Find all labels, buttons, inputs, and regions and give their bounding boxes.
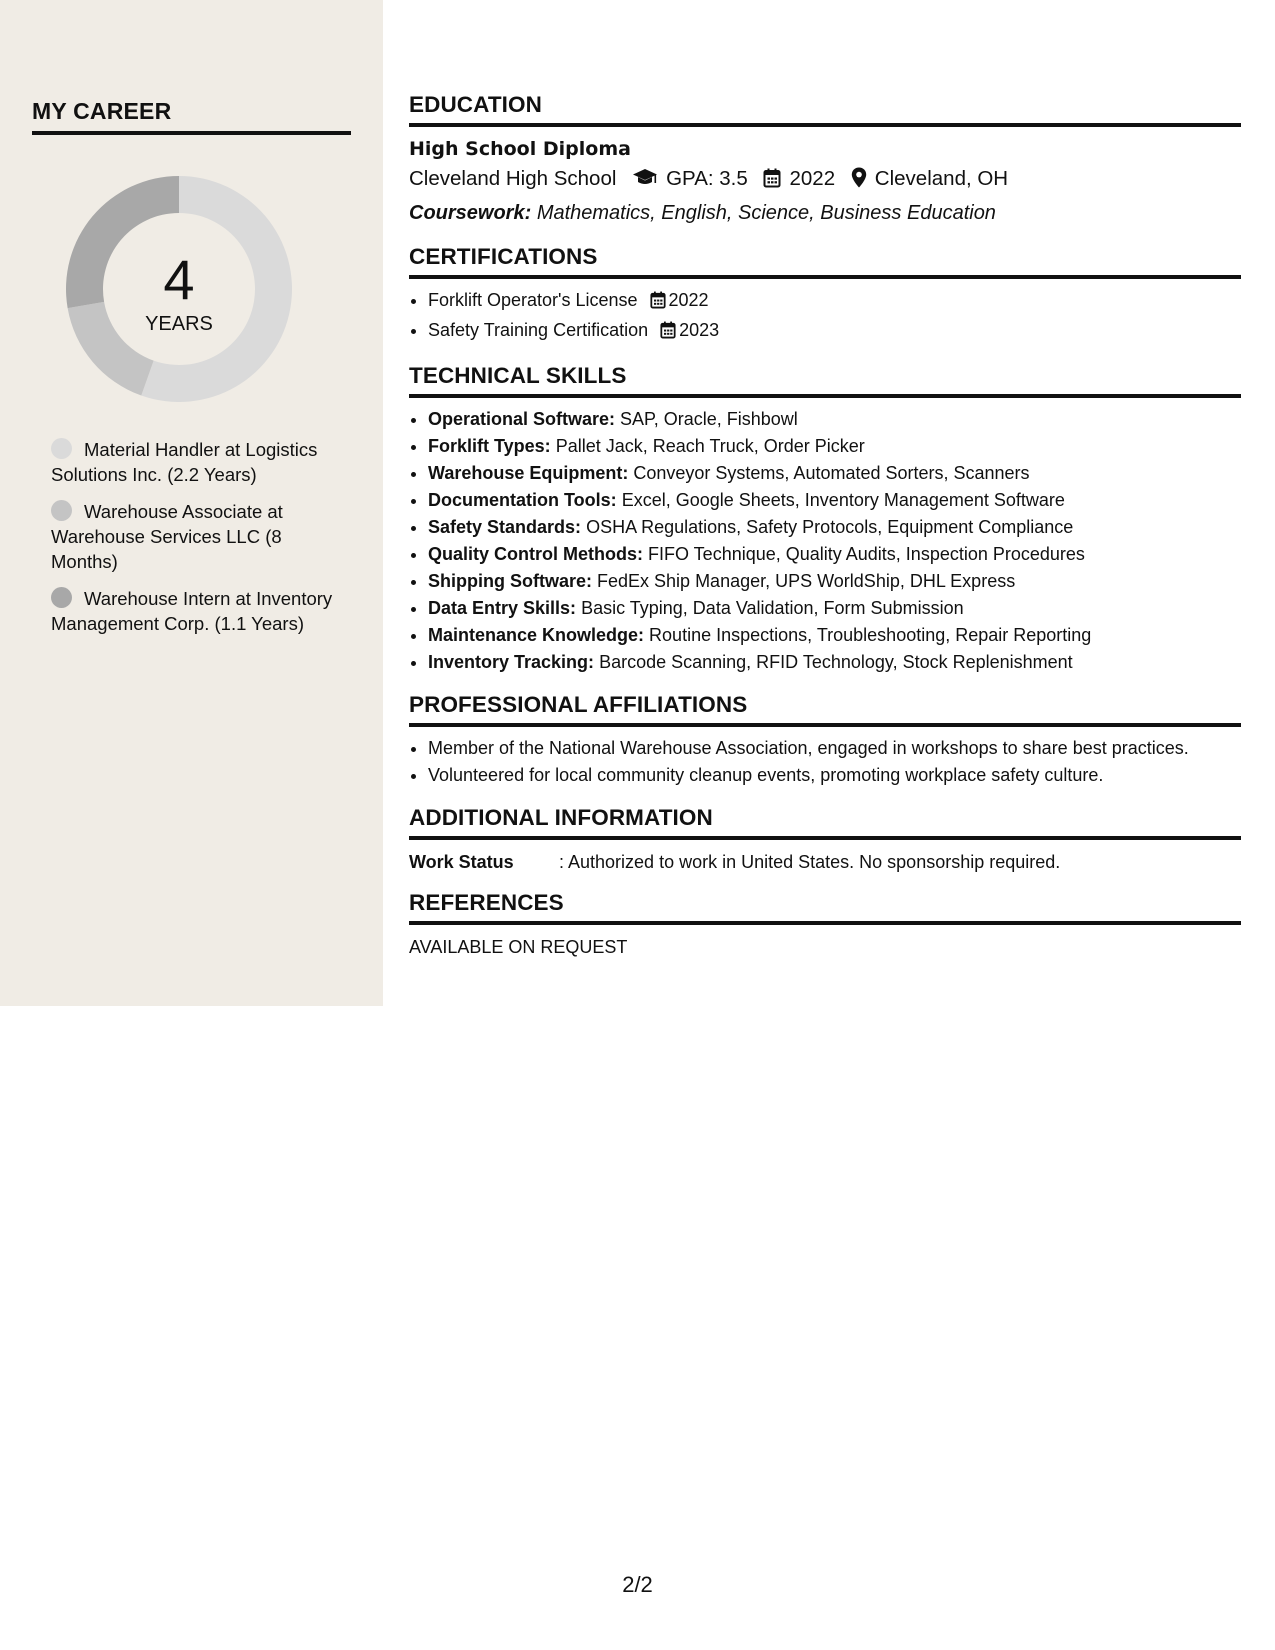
certification-year: 2022 bbox=[668, 290, 709, 310]
graduation-cap-icon bbox=[632, 166, 658, 198]
references-text: AVAILABLE ON REQUEST bbox=[409, 937, 628, 957]
calendar-icon bbox=[650, 290, 666, 317]
skill-item bbox=[428, 433, 1241, 460]
skill-label: Quality Control Methods: bbox=[428, 544, 643, 564]
skill-value: Barcode Scanning, RFID Technology, Stock Replenishment bbox=[599, 652, 1073, 672]
skill-label: Documentation Tools: bbox=[428, 490, 617, 510]
career-sidebar bbox=[0, 0, 383, 1006]
skill-value: OSHA Regulations, Safety Protocols, Equipment Compliance bbox=[586, 517, 1074, 537]
career-legend bbox=[51, 437, 341, 648]
page-number: 2/2 bbox=[622, 1572, 653, 1597]
skill-item bbox=[428, 460, 1241, 487]
additional-section bbox=[409, 805, 1241, 874]
calendar-icon bbox=[763, 166, 781, 198]
skill-label: Shipping Software: bbox=[428, 571, 592, 591]
work-status-row bbox=[409, 850, 1241, 874]
skills-title: TECHNICAL SKILLS bbox=[409, 363, 1241, 398]
legend-item bbox=[51, 586, 341, 636]
career-title: MY CAREER bbox=[32, 98, 351, 135]
skill-item bbox=[428, 514, 1241, 541]
legend-dot-icon bbox=[51, 587, 72, 608]
work-status-label: Work Status bbox=[409, 852, 514, 872]
skill-label: Maintenance Knowledge: bbox=[428, 625, 645, 645]
calendar-icon bbox=[660, 320, 676, 347]
coursework bbox=[409, 198, 1241, 228]
legend-text: Warehouse Intern at Inventory Management Corp. (1.1 Years) bbox=[51, 588, 333, 634]
legend-item bbox=[51, 499, 341, 574]
legend-text: Warehouse Associate at Warehouse Services LLC (8 Months) bbox=[51, 501, 283, 572]
gpa-value: GPA: 3.5 bbox=[666, 167, 748, 190]
skill-item bbox=[428, 622, 1241, 649]
skill-value: SAP, Oracle, Fishbowl bbox=[620, 409, 798, 429]
coursework-label: Coursework: bbox=[409, 202, 532, 224]
skills-section bbox=[409, 363, 1241, 676]
references-title: REFERENCES bbox=[409, 890, 1241, 925]
certifications-title: CERTIFICATIONS bbox=[409, 244, 1241, 279]
affiliation-item: • Member of the National Warehouse Association, engaged in workshops to share best practices. bbox=[428, 735, 1241, 762]
certifications-list bbox=[428, 287, 1241, 347]
resume-main bbox=[409, 92, 1241, 974]
donut-total-years: 4 bbox=[163, 248, 195, 311]
skill-label: Safety Standards: bbox=[428, 517, 582, 537]
education-section bbox=[409, 92, 1241, 228]
skill-item bbox=[428, 649, 1241, 676]
skill-label: Forklift Types: bbox=[428, 436, 551, 456]
skill-value: Routine Inspections, Troubleshooting, Repair Reporting bbox=[649, 625, 1092, 645]
references-section bbox=[409, 890, 1241, 958]
certification-year: 2023 bbox=[679, 320, 720, 340]
legend-dot-icon bbox=[51, 438, 72, 459]
skill-label: Inventory Tracking: bbox=[428, 652, 595, 672]
career-donut-chart bbox=[66, 176, 292, 402]
skill-item bbox=[428, 595, 1241, 622]
additional-title: ADDITIONAL INFORMATION bbox=[409, 805, 1241, 840]
affiliations-section bbox=[409, 692, 1241, 789]
skill-item bbox=[428, 406, 1241, 433]
certification-name: Forklift Operator's License bbox=[428, 290, 638, 310]
certifications-section bbox=[409, 244, 1241, 347]
certification-item bbox=[428, 317, 1241, 347]
work-status-value: : Authorized to work in United States. No sponsorship required. bbox=[559, 852, 1061, 872]
legend-dot-icon bbox=[51, 500, 72, 521]
skill-item bbox=[428, 541, 1241, 568]
skill-value: Conveyor Systems, Automated Sorters, Scanners bbox=[633, 463, 1030, 483]
school-location: Cleveland, OH bbox=[874, 167, 1009, 190]
legend-item bbox=[51, 437, 341, 487]
coursework-list: Mathematics, English, Science, Business Education bbox=[536, 202, 996, 224]
skill-item bbox=[428, 568, 1241, 595]
affiliations-title: PROFESSIONAL AFFILIATIONS bbox=[409, 692, 1241, 727]
school-name: Cleveland High School bbox=[409, 167, 617, 190]
skill-label: Data Entry Skills: bbox=[428, 598, 577, 618]
skill-label: Operational Software: bbox=[428, 409, 616, 429]
skill-item bbox=[428, 487, 1241, 514]
map-pin-icon bbox=[851, 166, 867, 198]
skill-value: Excel, Google Sheets, Inventory Management Software bbox=[621, 490, 1065, 510]
legend-text: Material Handler at Logistics Solutions Inc. (2.2 Years) bbox=[51, 439, 318, 485]
affiliations-list bbox=[428, 735, 1241, 789]
skill-value: FIFO Technique, Quality Audits, Inspection Procedures bbox=[648, 544, 1085, 564]
skills-list bbox=[428, 406, 1241, 676]
skill-value: Pallet Jack, Reach Truck, Order Picker bbox=[555, 436, 865, 456]
skill-value: Basic Typing, Data Validation, Form Submission bbox=[581, 598, 964, 618]
skill-value: FedEx Ship Manager, UPS WorldShip, DHL Express bbox=[597, 571, 1016, 591]
affiliation-item: • Volunteered for local community cleanup events, promoting workplace safety culture. bbox=[428, 762, 1241, 789]
graduation-year: 2022 bbox=[789, 167, 836, 190]
certification-item bbox=[428, 287, 1241, 317]
skill-label: Warehouse Equipment: bbox=[428, 463, 629, 483]
education-title: EDUCATION bbox=[409, 92, 1241, 127]
degree-name: High School Diploma bbox=[409, 138, 631, 160]
certification-name: Safety Training Certification bbox=[428, 320, 649, 340]
donut-unit-label: YEARS bbox=[145, 313, 213, 335]
education-details bbox=[409, 163, 1241, 198]
